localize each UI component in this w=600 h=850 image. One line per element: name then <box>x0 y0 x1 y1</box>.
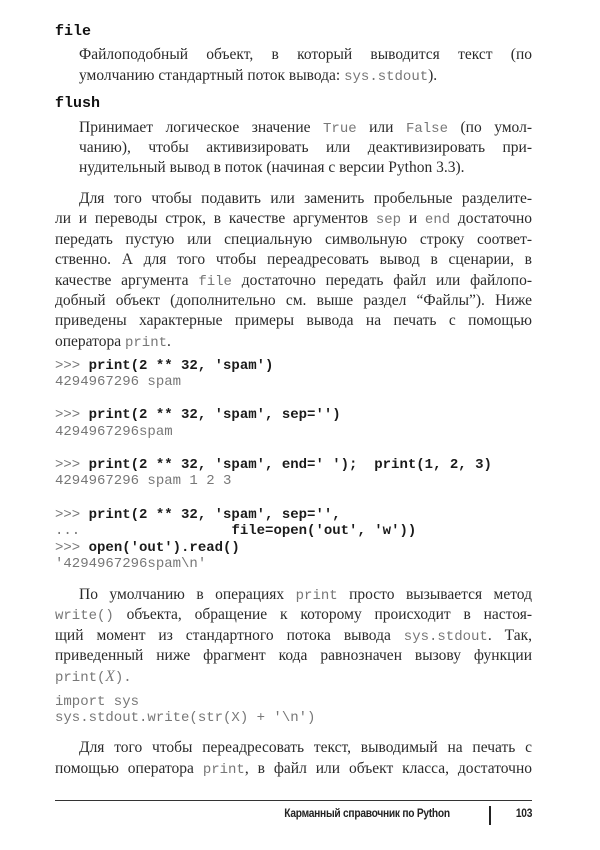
code-line <box>55 507 532 523</box>
text-line <box>79 189 532 209</box>
inline-code: end <box>424 212 451 228</box>
param-name-file <box>55 22 532 42</box>
text-segment: просто вызывается метод <box>337 586 532 603</box>
text-segment: чанию), чтобы активизировать или деактивизировать при- <box>79 139 532 156</box>
inline-code: X <box>105 668 115 685</box>
text-segment: оператора <box>55 333 125 350</box>
inline-code: False <box>405 121 448 137</box>
inline-code: sys.stdout <box>403 629 488 645</box>
text-line <box>79 118 532 138</box>
code-line <box>55 457 532 473</box>
code-input: open('out').read() <box>88 540 240 556</box>
page-number: 103 <box>515 806 532 820</box>
text-line <box>55 605 532 625</box>
code-output: >>> <box>55 407 89 423</box>
code-line <box>55 710 532 726</box>
text-line <box>55 250 532 270</box>
text-segment: щий момент из стандартного потока вывода <box>55 627 404 644</box>
text-line <box>55 271 532 291</box>
text-line <box>79 738 532 758</box>
text-line <box>79 158 532 178</box>
text-line <box>79 66 532 86</box>
code-output: import sys <box>55 694 140 710</box>
inline-code: print( <box>55 670 106 686</box>
code-output: >>> <box>55 457 89 473</box>
text-line <box>55 332 532 352</box>
text-line <box>55 209 532 229</box>
inline-code: ). <box>114 670 132 686</box>
text-segment: . Так, <box>487 627 532 644</box>
code-output: 4294967296 spam 1 2 3 <box>55 473 232 489</box>
text-segment: достаточно <box>450 210 533 227</box>
code-input: print(2 ** 32, 'spam', sep='') <box>88 407 341 423</box>
code-output: >>> <box>55 540 89 556</box>
text-segment: нудительный вывод в поток (начиная с версии Python 3.3). <box>79 159 465 176</box>
text-line <box>55 230 532 250</box>
code-line <box>55 407 532 423</box>
code-line <box>55 523 532 539</box>
code-output: '4294967296spam\n' <box>55 556 207 572</box>
text-segment: Для того чтобы переадресовать текст, выводимый на печать с <box>79 739 532 756</box>
code-line <box>55 694 532 710</box>
inline-code: sep <box>375 212 402 228</box>
text-segment: и <box>401 210 425 227</box>
text-line <box>55 759 532 779</box>
text-line <box>55 291 532 311</box>
text-segment: передать пустую или специальную символьную строку соответ- <box>55 231 532 248</box>
code-line <box>55 358 532 374</box>
inline-code: sys.stdout <box>344 69 429 85</box>
text-segment: или <box>356 119 406 136</box>
text-line <box>55 311 532 331</box>
code-input: print(2 ** 32, 'spam', end=' '); print(1, 2, 3) <box>88 457 492 473</box>
text-segment: По умолчанию в операциях <box>79 586 296 603</box>
text-segment: Принимает логическое значение <box>79 119 324 136</box>
text-line <box>79 138 532 158</box>
text-segment: . <box>167 333 171 350</box>
text-segment: ственно. А для того чтобы переадресовать вывод в сценарии, в <box>55 251 532 268</box>
text-line <box>55 626 532 646</box>
code-input: print(2 ** 32, 'spam') <box>88 358 274 374</box>
text-segment: помощью оператора <box>55 760 203 777</box>
text-segment: Для того чтобы подавить или заменить пробельные разделите- <box>79 190 532 207</box>
param-name-flush <box>55 94 532 114</box>
text-segment: Файлоподобный объект, в который выводится текст (по <box>79 46 532 63</box>
code-output: 4294967296 spam <box>55 374 182 390</box>
code-output: sys.stdout.write(str(X) + '\n') <box>55 710 316 726</box>
code-line <box>55 556 532 572</box>
inline-code: print <box>295 588 338 604</box>
code-line <box>55 374 532 390</box>
text-line <box>55 667 532 687</box>
code-output: >>> <box>55 507 89 523</box>
footer-rule <box>55 800 532 801</box>
inline-code: print <box>202 762 245 778</box>
text-segment: приведенный ниже фрагмент кода равнозначен вызову функции <box>55 647 532 664</box>
inline-code: write() <box>55 608 114 624</box>
text-segment: качестве аргумента <box>55 272 199 289</box>
text-segment: ). <box>428 67 438 84</box>
footer-book-title: Карманный справочник по Python <box>284 806 450 820</box>
text-segment: ли и переводы строк, в качестве аргументов <box>55 210 376 227</box>
text-line <box>79 45 532 65</box>
text-segment: достаточно передать файл или файлопо- <box>231 272 532 289</box>
text-segment: объекта, обращение к которому происходит в настоя- <box>113 606 532 623</box>
inline-code: file <box>198 274 232 290</box>
code-input: print(2 ** 32, 'spam', sep='', <box>88 507 341 523</box>
text-segment: flush <box>55 95 101 112</box>
code-line <box>55 473 532 489</box>
text-segment: добный объект (дополнительно см. выше раздел “Файлы”). Ниже <box>55 292 532 309</box>
code-line <box>55 424 532 440</box>
code-output: ... <box>55 523 232 539</box>
text-segment: умолчанию стандартный поток вывода: <box>79 67 345 84</box>
text-segment: , в файл или объект класса, достаточно <box>244 760 532 777</box>
code-output: 4294967296spam <box>55 424 173 440</box>
text-segment: (по умол- <box>447 119 532 136</box>
text-segment: file <box>55 23 92 40</box>
code-output: >>> <box>55 358 89 374</box>
text-segment: приведены характерные примеры вывода на печать с помощью <box>55 312 532 329</box>
code-input: file=open('out', 'w')) <box>231 523 417 539</box>
inline-code: print <box>124 335 167 351</box>
footer-divider <box>489 806 491 825</box>
code-line <box>55 540 532 556</box>
inline-code: True <box>323 121 357 137</box>
text-line <box>79 585 532 605</box>
text-line <box>55 646 532 666</box>
